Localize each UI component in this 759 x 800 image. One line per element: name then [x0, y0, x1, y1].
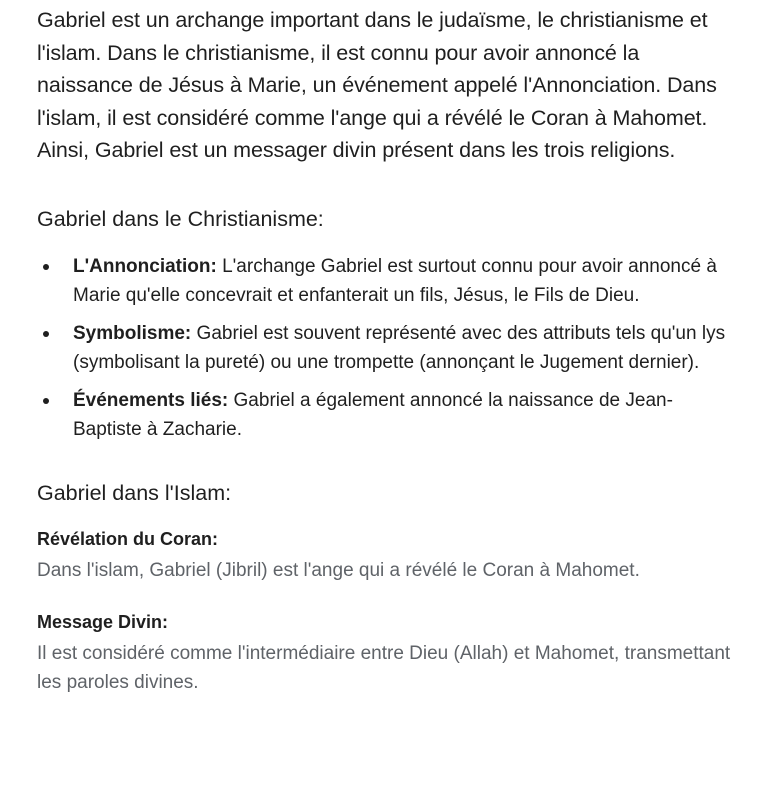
list-item-text: L'archange Gabriel est surtout connu pour avoir annoncé à Marie qu'elle concevrait et enfanterait un fils, Jésus, le Fils de Dieu.: [73, 255, 717, 306]
list-item-text: Gabriel est souvent représenté avec des attributs tels qu'un lys (symbolisant la pureté) ou une trompette (annonçant le Jugement dernier).: [73, 322, 726, 373]
list-item-label: Événements liés:: [73, 389, 229, 411]
islam-heading: Gabriel dans l'Islam:: [37, 480, 232, 505]
bullet-icon: [43, 331, 49, 337]
bullet-icon: [43, 398, 49, 404]
revelation-subheading: Révélation du Coran:: [37, 528, 219, 549]
list-item-text: Gabriel a également annoncé la naissance de Jean-Baptiste à Zacharie.: [73, 389, 673, 440]
message-subheading: Message Divin:: [37, 611, 169, 632]
bullet-icon: [43, 264, 49, 270]
list-item-label: L'Annonciation:: [73, 255, 217, 277]
list-item-evenements: [37, 386, 737, 444]
christianism-heading: Gabriel dans le Christianisme:: [37, 206, 324, 231]
article: [37, 4, 737, 697]
christianism-list: [37, 252, 737, 444]
list-item-annonciation: [37, 252, 737, 310]
intro-paragraph: Gabriel est un archange important dans le judaïsme, le christianisme et l'islam. Dans le christianisme, il est connu pour avoir annoncé la naissance de Jésus à Marie, un événement appelé l'Annonciation. Dans l'islam, il est considéré comme l'ange qui a révélé le Coran à Mahomet. Ainsi, Gabriel est un messager divin présent dans les trois religions.: [37, 8, 717, 163]
list-item-symbolisme: [37, 319, 737, 377]
message-text: Il est considéré comme l'intermédiaire entre Dieu (Allah) et Mahomet, transmettant les paroles divines.: [37, 642, 731, 693]
revelation-text: Dans l'islam, Gabriel (Jibril) est l'ange qui a révélé le Coran à Mahomet.: [37, 559, 640, 581]
list-item-label: Symbolisme:: [73, 322, 192, 344]
